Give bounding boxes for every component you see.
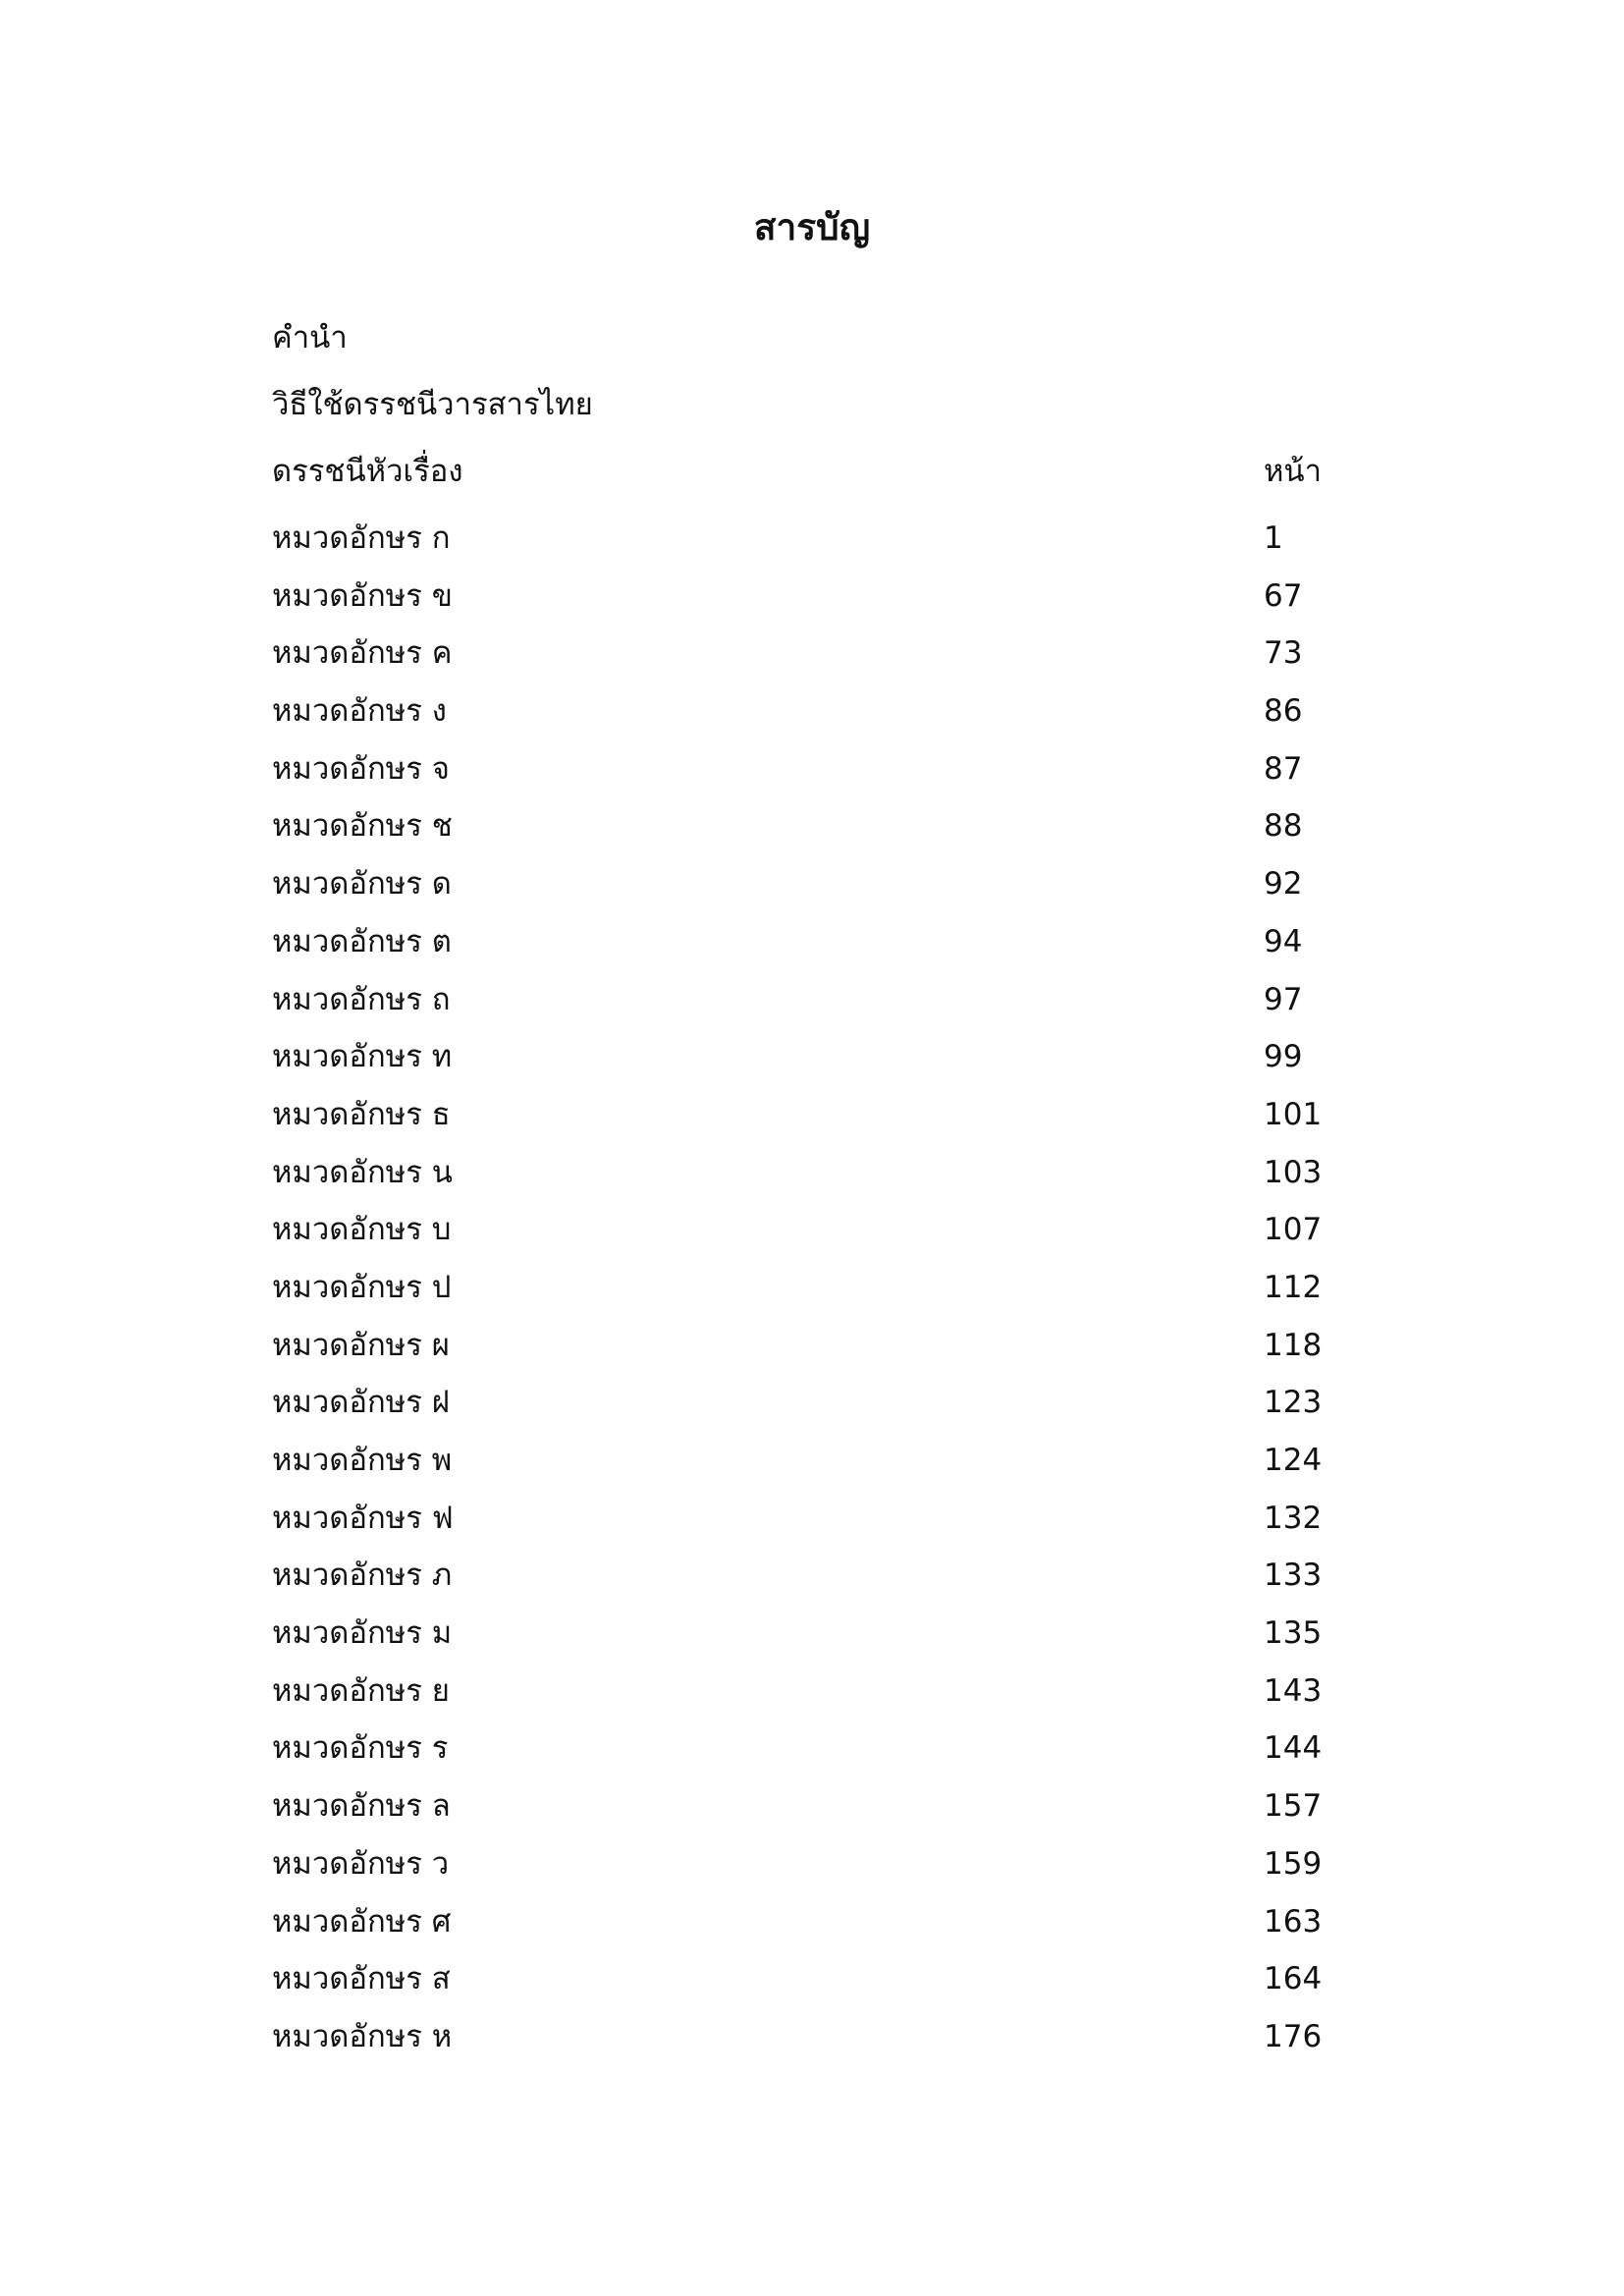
toc-entry: [272, 629, 1323, 687]
page-title: สารบัญ: [753, 206, 871, 248]
toc-entry-label: หมวดอักษร ค: [272, 635, 453, 672]
toc-entry: [272, 1264, 1323, 1322]
toc-entry-label: หมวดอักษร น: [272, 1154, 453, 1190]
toc-entry-label: หมวดอักษร พ: [272, 1443, 453, 1478]
toc-entry-label: หมวดอักษร ว: [272, 1845, 450, 1882]
toc-entry-page-number: 92: [1264, 866, 1303, 902]
intro-item-preface: คำนำ: [272, 320, 348, 355]
toc-entry: [272, 860, 1323, 918]
toc-entry-page-number: 1: [1264, 520, 1283, 556]
toc-entry-page-number: 144: [1264, 1730, 1323, 1767]
toc-entry-label: หมวดอักษร ถ: [272, 981, 451, 1017]
toc-entry-page-number: 87: [1264, 750, 1303, 787]
toc-entry-label: หมวดอักษร ฝ: [272, 1385, 450, 1421]
toc-entry: [272, 1091, 1323, 1149]
toc-entry-page-number: 164: [1264, 1961, 1323, 1997]
toc-entry: [272, 1552, 1323, 1610]
toc-entry-page-number: 67: [1264, 577, 1303, 614]
toc-entry-label: หมวดอักษร ก: [272, 520, 451, 556]
toc-entry-label: หมวดอักษร ล: [272, 1788, 451, 1825]
toc-entry-page-number: 123: [1264, 1385, 1323, 1421]
toc-entry-label: หมวดอักษร ส: [272, 1961, 451, 1997]
toc-entry-page-number: 107: [1264, 1212, 1323, 1248]
toc-entry-page-number: 88: [1264, 808, 1303, 845]
toc-entry-page-number: 163: [1264, 1903, 1323, 1940]
toc-entry-label: หมวดอักษร ภ: [272, 1558, 453, 1594]
toc-entry-label: หมวดอักษร จ: [272, 750, 450, 787]
toc-entry: [272, 573, 1323, 630]
toc-entry-label: หมวดอักษร ง: [272, 693, 447, 730]
toc-entry: [272, 918, 1323, 976]
toc-entry-label: หมวดอักษร ช: [272, 808, 453, 845]
toc-entry-page-number: 97: [1264, 981, 1303, 1017]
toc-entry: [272, 1840, 1323, 1898]
toc-entry-page-number: 118: [1264, 1327, 1323, 1363]
toc-entry: [272, 1610, 1323, 1667]
intro-item-usage-guide: วิธีใช้ดรรชนีวารสารไทย: [272, 387, 593, 422]
toc-entry-page-number: 132: [1264, 1500, 1323, 1536]
toc-entry-label: หมวดอักษร ผ: [272, 1327, 450, 1363]
toc-entry: [272, 1033, 1323, 1091]
toc-entry-page-number: 133: [1264, 1558, 1323, 1594]
toc-list: [272, 515, 1323, 2071]
toc-entry-page-number: 159: [1264, 1845, 1323, 1882]
toc-entry: [272, 1667, 1323, 1725]
toc-entry: [272, 745, 1323, 803]
toc-entry-page-number: 101: [1264, 1096, 1323, 1132]
toc-entry: [272, 1782, 1323, 1840]
toc-entry-page-number: 176: [1264, 2018, 1323, 2054]
toc-entry-page-number: 124: [1264, 1443, 1323, 1478]
toc-entry-page-number: 157: [1264, 1788, 1323, 1825]
toc-entry: [272, 687, 1323, 745]
toc-entry: [272, 1724, 1323, 1782]
toc-header-page-label: หน้า: [1264, 454, 1323, 489]
toc-entry: [272, 2013, 1323, 2071]
toc-entry: [272, 1437, 1323, 1495]
toc-entry: [272, 1379, 1323, 1437]
toc-entry-label: หมวดอักษร ม: [272, 1615, 453, 1652]
toc-entry-label: หมวดอักษร ศ: [272, 1903, 452, 1940]
toc-entry-label: หมวดอักษร ด: [272, 866, 452, 902]
toc-entry-page-number: 86: [1264, 693, 1303, 730]
toc-entry-label: หมวดอักษร ธ: [272, 1096, 451, 1132]
toc-entry-page-number: 143: [1264, 1672, 1323, 1709]
toc-entry-page-number: 135: [1264, 1615, 1323, 1652]
toc-entry-page-number: 94: [1264, 923, 1303, 959]
toc-entry: [272, 1149, 1323, 1207]
toc-entry-label: หมวดอักษร ฟ: [272, 1500, 454, 1536]
toc-header: [272, 448, 1323, 495]
toc-entry: [272, 1495, 1323, 1553]
toc-entry-page-number: 99: [1264, 1039, 1303, 1075]
toc-entry-label: หมวดอักษร ท: [272, 1039, 453, 1075]
toc-entry-label: หมวดอักษร ย: [272, 1672, 450, 1709]
toc-entry: [272, 1322, 1323, 1380]
toc-entry: [272, 1898, 1323, 1956]
toc-entry-page-number: 103: [1264, 1154, 1323, 1190]
toc-entry-label: หมวดอักษร บ: [272, 1212, 452, 1248]
toc-entry: [272, 515, 1323, 573]
toc-entry-page-number: 112: [1264, 1269, 1323, 1305]
toc-entry: [272, 802, 1323, 860]
toc-entry: [272, 976, 1323, 1034]
toc-header-label: ดรรชนีหัวเรื่อง: [272, 454, 463, 489]
toc-entry: [272, 1206, 1323, 1264]
toc-entry-label: หมวดอักษร ข: [272, 577, 453, 614]
toc-entry-page-number: 73: [1264, 635, 1303, 672]
toc-entry: [272, 1955, 1323, 2013]
toc-entry-label: หมวดอักษร ร: [272, 1730, 449, 1767]
toc-entry-label: หมวดอักษร ห: [272, 2018, 453, 2054]
toc-entry-label: หมวดอักษร ป: [272, 1269, 452, 1305]
toc-entry-label: หมวดอักษร ต: [272, 923, 452, 959]
